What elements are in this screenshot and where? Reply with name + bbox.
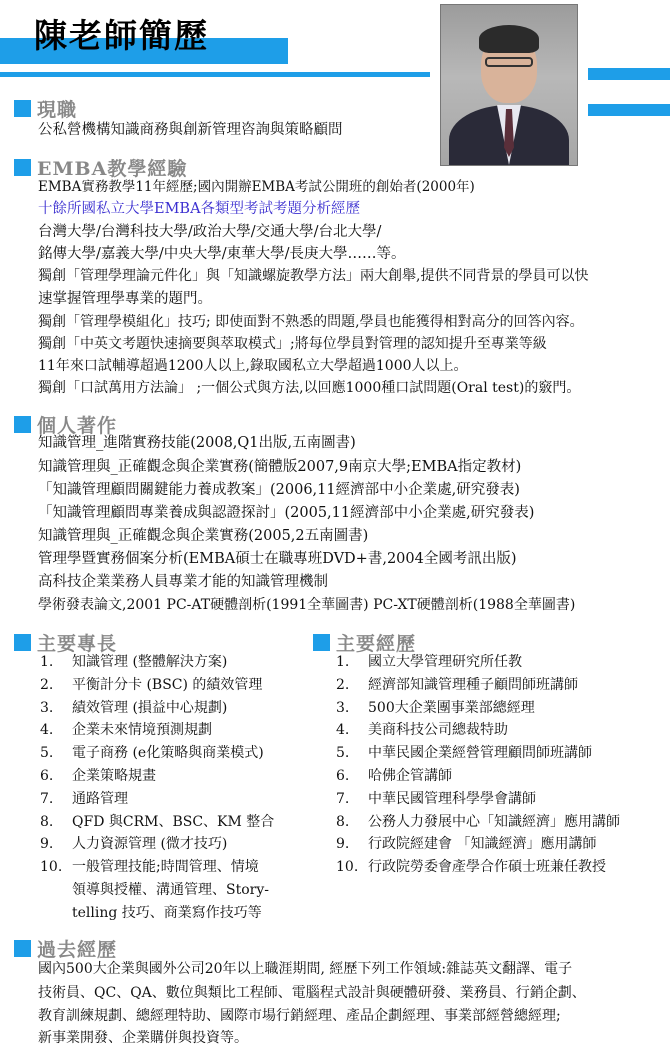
list-item: 6. 企業策略規畫	[40, 767, 156, 784]
emba-line: EMBA實務教學11年經歷;國內開辦EMBA考試公開班的創始者(2000年)	[38, 179, 475, 195]
past-line: 技術員、QC、QA、數位與類比工程師、電腦程式設計與硬體研發、業務員、行銷企劃、	[38, 985, 586, 1001]
header-stripe-right	[588, 104, 670, 116]
emba-line: 十餘所國私立大學EMBA各類型考試考題分析經歷	[38, 201, 361, 217]
section-heading: EMBA教學經驗	[37, 157, 188, 180]
header-bar-right	[588, 68, 670, 80]
past-line: 國內500大企業與國外公司20年以上職涯期間, 經歷下列工作領域:雜誌英文翻譯、電子	[38, 961, 573, 977]
bullet-square-icon	[14, 416, 31, 433]
bullet-square-icon	[14, 159, 31, 176]
section-heading: 現職	[37, 98, 78, 121]
header-stripe-left	[0, 72, 430, 77]
list-item: 8. 公務人力發展中心「知識經濟」應用講師	[336, 813, 620, 830]
works-line: 知識管理與_正確觀念與企業實務(簡體版2007,9南京大學;EMBA指定教材)	[38, 459, 522, 475]
works-line: 知識管理與_正確觀念與企業實務(2005,2五南圖書)	[38, 528, 369, 544]
list-item: 1. 知識管理 (整體解決方案)	[40, 654, 228, 670]
past-line: 新事業開發、企業購併與投資等。	[38, 1030, 248, 1046]
list-item: 4. 企業未來情境預測規劃	[40, 722, 212, 739]
section-heading: 主要經歷	[336, 632, 417, 655]
list-item: 3. 績效管理 (損益中心規劃)	[40, 699, 228, 716]
works-line: 高科技企業業務人員專業才能的知識管理機制	[38, 574, 328, 590]
emba-line: 獨創「管理學理論元件化」與「知識螺旋教學方法」兩大創舉,提供不同背景的學員可以快	[38, 268, 589, 284]
section-heading: 過去經歷	[37, 938, 118, 961]
list-item: 9. 行政院經建會 「知識經濟」應用講師	[336, 836, 597, 853]
list-item: 1. 國立大學管理研究所任教	[336, 654, 522, 670]
list-item: 6. 哈佛企管講師	[336, 767, 452, 784]
bullet-square-icon	[14, 940, 31, 957]
bullet-square-icon	[313, 634, 330, 651]
section-current	[14, 96, 77, 120]
emba-line: 台灣大學/台灣科技大學/政治大學/交通大學/台北大學/	[38, 224, 382, 240]
list-item: 2. 經濟部知識管理種子顧問師班講師	[336, 676, 578, 693]
current-text: 公私營機構知識商務與創新管理咨詢與策略顧問	[38, 122, 343, 138]
past-line: 教育訓練規劃、總經理特助、國際市場行銷經理、產品企劃經理、事業部經營總經理;	[38, 1008, 561, 1024]
list-item: 10. 一般管理技能;時間管理、情境 領導與授權、溝通管理、Story- telling 技巧、商業寫作技巧等	[40, 859, 269, 921]
list-item: 5. 中華民國企業經營管理顧問師班講師	[336, 745, 592, 762]
works-line: 知識管理_進階實務技能(2008,Q1出版,五南圖書)	[38, 435, 356, 451]
list-item: 5. 電子商務 (e化策略與商業模式)	[40, 745, 264, 762]
section-past	[14, 936, 117, 960]
portrait-photo	[440, 4, 578, 166]
bullet-square-icon	[14, 100, 31, 117]
works-line: 「知識管理顧問關鍵能力養成教案」(2006,11經濟部中小企業處,研究發表)	[38, 482, 520, 498]
works-line: 管理學暨實務個案分析(EMBA碩士在職專班DVD+書,2004全國考訊出版)	[38, 551, 517, 567]
list-item: 8. QFD 與CRM、BSC、KM 整合	[40, 813, 275, 830]
section-heading: 主要專長	[37, 632, 118, 655]
emba-line: 速掌握管理學專業的題門。	[38, 291, 212, 307]
emba-line: 銘傳大學/嘉義大學/中央大學/東華大學/長庚大學……等。	[38, 246, 406, 262]
list-item: 3. 500大企業團事業部總經理	[336, 699, 535, 716]
list-item: 7. 通路管理	[40, 790, 128, 807]
emba-line: 獨創「管理學模組化」技巧; 即使面對不熟悉的問題,學員也能獲得相對高分的回答內容。	[38, 314, 584, 330]
experience-list	[336, 651, 666, 879]
section-heading: 個人著作	[37, 414, 118, 437]
works-line: 「知識管理顧問專業養成與認證探討」(2005,11經濟部中小企業處,研究發表)	[38, 505, 535, 521]
list-item: 7. 中華民國管理科學學會講師	[336, 790, 536, 807]
list-item: 9. 人力資源管理 (微才技巧)	[40, 836, 228, 853]
list-item: 10. 行政院勞委會產學合作碩士班兼任教授	[336, 859, 606, 876]
works-line: 學術發表論文,2001 PC-AT硬體剖析(1991全華圖書) PC-XT硬體剖析(1988全華圖書)	[38, 597, 576, 613]
page-title: 陳老師簡歷	[34, 16, 209, 55]
emba-line: 獨創「中英文考題快速摘要與萃取模式」;將每位學員對管理的認知提升至專業等級	[38, 336, 547, 352]
list-item: 2. 平衡計分卡 (BSC) 的績效管理	[40, 676, 263, 693]
bullet-square-icon	[14, 634, 31, 651]
expertise-list	[40, 651, 310, 925]
emba-line: 獨創「口試萬用方法論」 ;一個公式與方法,以回應1000種口試問題(Oral test)的竅門。	[38, 380, 581, 396]
list-item: 4. 美商科技公司總裁特助	[336, 722, 508, 739]
emba-line: 11年來口試輔導超過1200人以上,錄取國私立大學超過1000人以上。	[38, 358, 468, 374]
